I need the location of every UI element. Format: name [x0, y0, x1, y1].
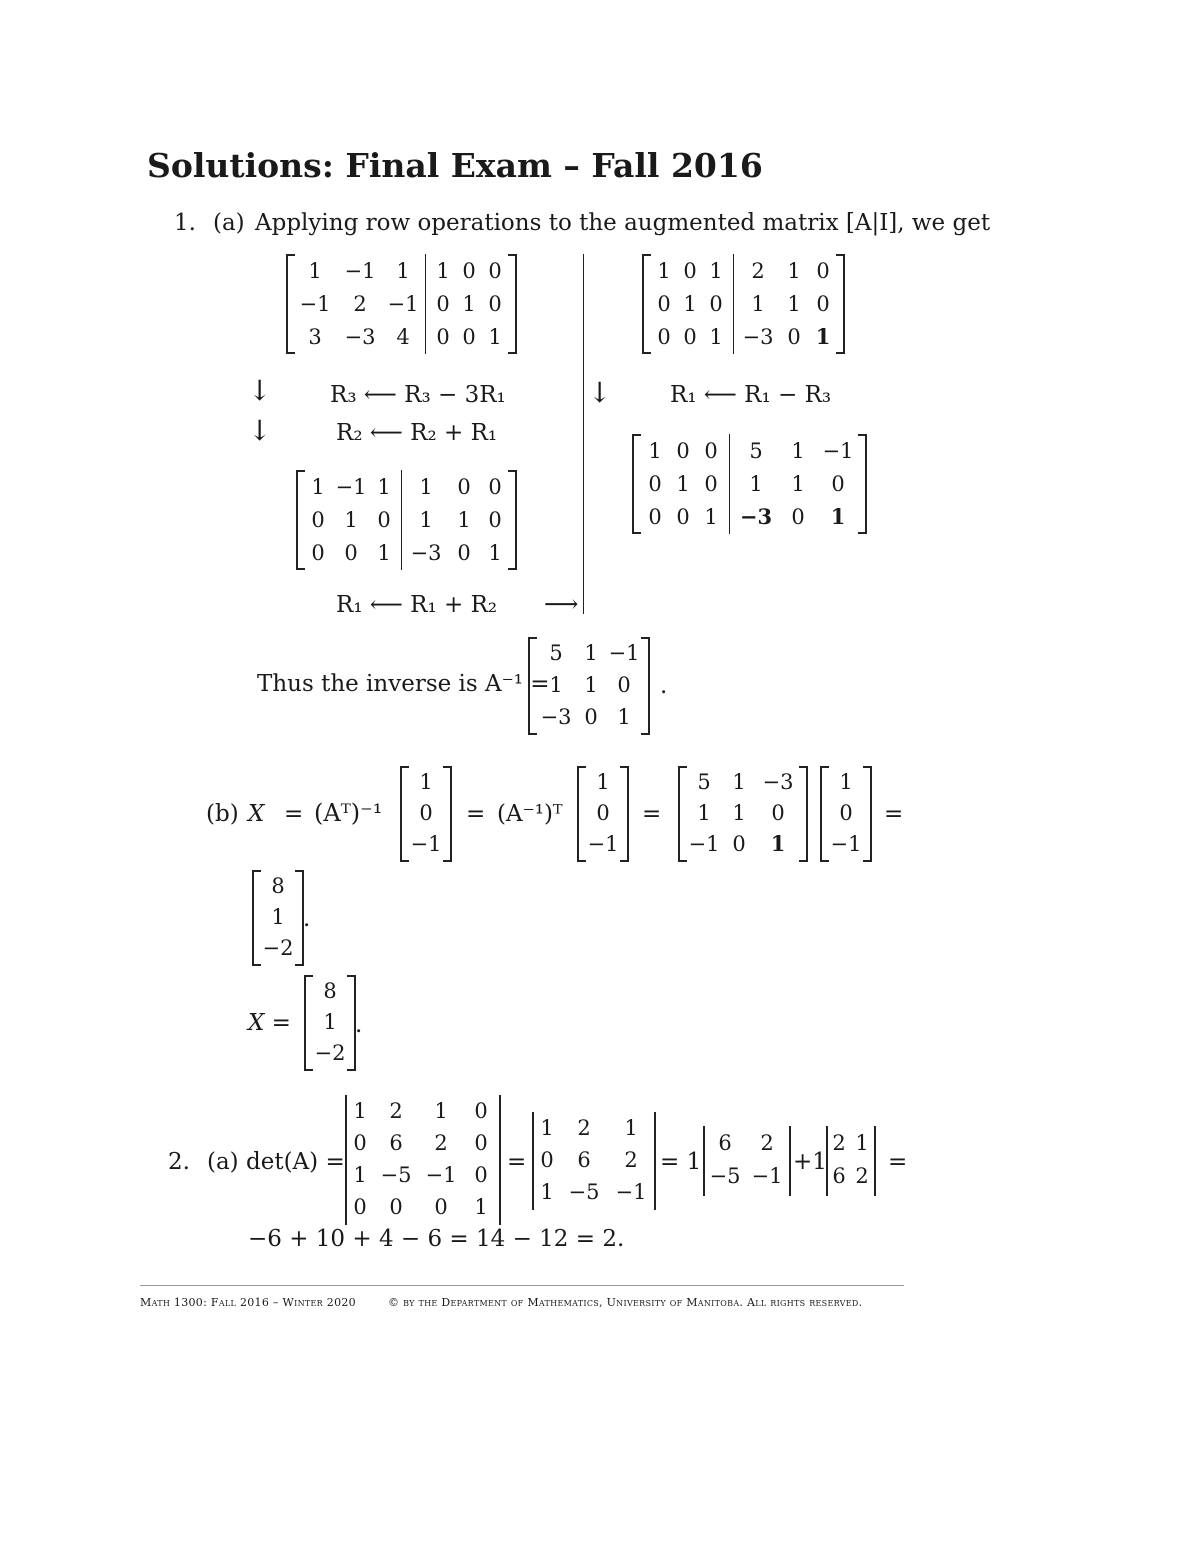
- down-arrow-icon: ↓: [248, 414, 272, 447]
- footer-copyright: © by the Department of Mathematics, University of Manitoba. All rights reserved.: [388, 1296, 863, 1309]
- row-operation-4: R₁ ⟵ R₁ − R₃: [670, 382, 832, 408]
- vector-3: 1 0 −1: [820, 766, 872, 862]
- down-arrow-icon: ↓: [248, 374, 272, 407]
- question-1a-intro: Applying row operations to the augmented matrix [A|I], we get: [255, 210, 991, 236]
- determinant-4x4: 1 2 1 0 0 6 2 0 1 −5 −1 0 0 0 0 1: [345, 1095, 501, 1225]
- down-arrow-icon: ↓: [588, 376, 612, 409]
- row-operation-2: R₂ ⟵ R₂ + R₁: [336, 420, 498, 446]
- coefficient-2: +1: [793, 1149, 827, 1175]
- equals-sign: =: [507, 1149, 527, 1175]
- transpose-inverse-expr: (Aᵀ)⁻¹: [314, 799, 383, 827]
- equals-sign: =: [642, 801, 662, 827]
- vector-2: 1 0 −1: [577, 766, 629, 862]
- question-2a-label: (a): [207, 1149, 239, 1175]
- determinant-result: −6 + 10 + 4 − 6 = 14 − 12 = 2.: [248, 1226, 625, 1252]
- question-1b-label: (b): [206, 801, 239, 827]
- row-operation-3: R₁ ⟵ R₁ + R₂: [336, 592, 498, 618]
- question-2-number: 2.: [168, 1149, 190, 1175]
- question-1a-label: (a): [213, 210, 245, 236]
- x-equals: X =: [248, 1010, 291, 1036]
- row-operation-1: R₃ ⟵ R₃ − 3R₁: [330, 382, 506, 408]
- augmented-matrix-step3: 1 0 1 0 1 0 0 0 1 2 1 0 1 1 0 −3 0 1: [642, 254, 845, 354]
- flow-divider: [583, 254, 584, 614]
- period: .: [303, 906, 311, 932]
- variable-x: X: [248, 801, 265, 827]
- transpose-matrix: 5 1 −3 1 1 0 −1 0 1: [678, 766, 808, 862]
- augmented-matrix-initial: 1 −1 1 −1 2 −1 3 −3 4 1 0 0 0 1 0 0 0 1: [286, 254, 517, 354]
- right-arrow-icon: ⟶: [544, 590, 579, 618]
- inverse-transpose-expr: (A⁻¹)ᵀ: [497, 801, 563, 827]
- determinant-2x2-second: 2 1 6 2: [826, 1126, 876, 1196]
- augmented-matrix-step2: 1 −1 1 0 1 0 0 0 1 1 0 0 1 1 0 −3 0 1: [296, 470, 517, 570]
- vector-1: 1 0 −1: [400, 766, 452, 862]
- question-1-number: 1.: [174, 210, 196, 236]
- period: .: [355, 1012, 363, 1038]
- inverse-statement: Thus the inverse is A⁻¹ =: [257, 671, 550, 697]
- page-title: Solutions: Final Exam – Fall 2016: [147, 146, 763, 185]
- augmented-matrix-final: 1 0 0 0 1 0 0 0 1 5 1 −1 1 1 0 −3 0 1: [632, 434, 867, 534]
- det-label: det(A) =: [246, 1149, 345, 1175]
- equals-sign: =: [884, 801, 904, 827]
- determinant-3x3: 1 2 1 0 6 2 1 −5 −1: [532, 1112, 656, 1210]
- footer-course: Math 1300: Fall 2016 – Winter 2020: [140, 1296, 356, 1309]
- inverse-matrix: 5 1 −1 1 1 0 −3 0 1: [528, 637, 650, 735]
- footer-rule: [140, 1285, 904, 1286]
- equals-sign: =: [284, 801, 304, 827]
- coefficient-1: = 1: [660, 1149, 702, 1175]
- period: .: [660, 673, 668, 699]
- x-result-vector: 8 1 −2: [304, 975, 356, 1071]
- equals-sign: =: [466, 801, 486, 827]
- result-vector: 8 1 −2: [252, 870, 304, 966]
- determinant-2x2-first: 6 2 −5 −1: [703, 1126, 791, 1196]
- equals-sign: =: [888, 1149, 908, 1175]
